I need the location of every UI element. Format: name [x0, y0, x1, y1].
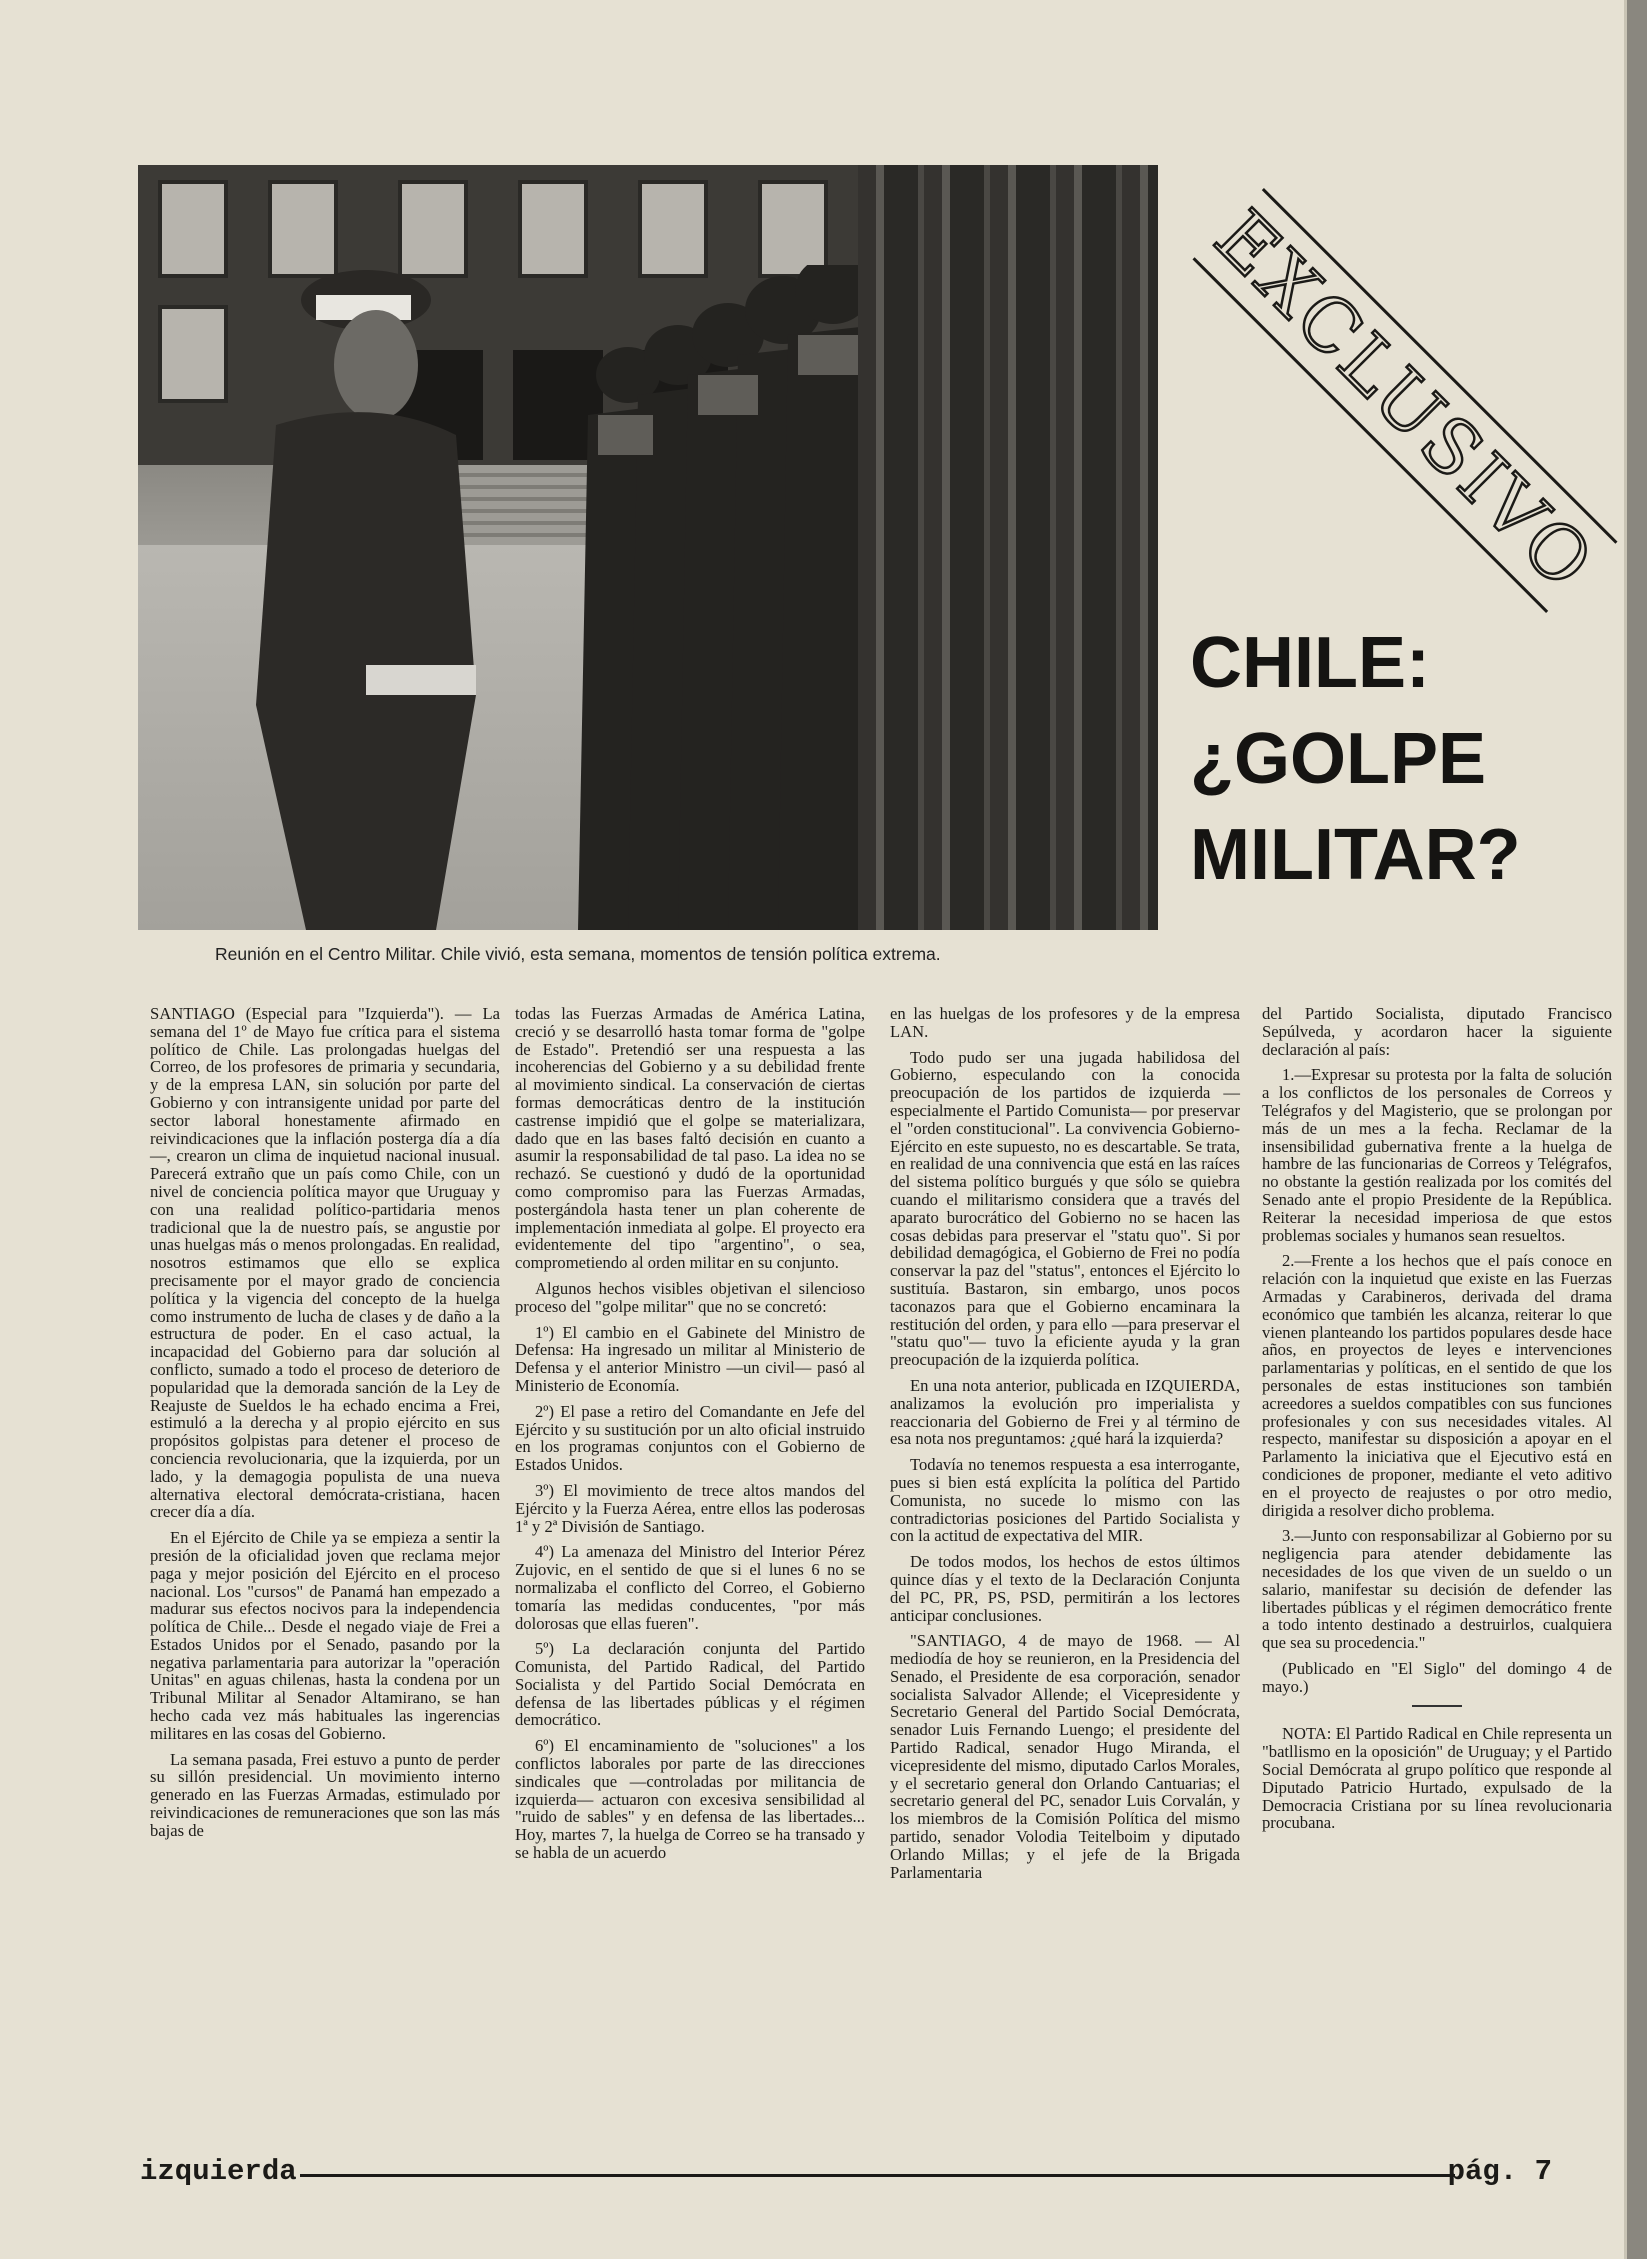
- page-number: pág. 7: [1447, 2155, 1552, 2188]
- stamp-text: EXCLUSIVO: [1198, 193, 1612, 608]
- stamp-band: [1193, 188, 1618, 613]
- military-photo: [138, 165, 1158, 930]
- article-column-3: [890, 1005, 1240, 1889]
- paragraph: 3º) El movimiento de trece altos mandos del Ejército y la Fuerza Aérea, entre ellos las poderosas 1ª y 2ª División de Santiago.: [515, 1480, 865, 1536]
- headline-line-3: MILITAR?: [1190, 815, 1521, 895]
- paragraph: (Publicado en "El Siglo" del domingo 4 de mayo.): [1262, 1658, 1612, 1696]
- paragraph: todas las Fuerzas Armadas de América Latina, creció y se desarrolló hasta tomar forma de "golpe de Estado". Pretendió ser una respuesta a las incoherencias del Gobierno y a su debilidad frente al movimiento sindical. La conservación de ciertas formas democráticas dentro de la institución castrense impidió que el golpe se materializara, dado que en las bases faltó decisión en cuanto a asumir la responsabilidad de tal paso. La idea no se rechazó. Se cuestionó y dudó de la oportunidad como compromiso para las Fuerzas Armadas, postergándola hasta tener un plan coherente de implementación inmediata al golpe. El proyecto era evidentemente del tipo "argentino", o sea, comprometiendo al orden militar en su conjunto.: [515, 1004, 865, 1273]
- headline-line-2: ¿GOLPE: [1190, 719, 1487, 799]
- article-column-4: [1262, 1005, 1612, 1840]
- paragraph: 1.—Expresar su protesta por la falta de solución a los conflictos de los personales de Correos y Telégrafos y del Magisterio, que se prolongan por más de un mes a la fecha. Reclamar de la insensibilidad gubernativa frente a la huelga de hambre de las funcionarias de Correos y Telégrafos, no obstante la gestión realizada por los comités del Senado ante el propio Presidente de la República. Reiterar la necesidad imperiosa de que estos problemas sociales y humanos sean resueltos.: [1262, 1065, 1612, 1245]
- paragraph: 6º) El encaminamiento de "soluciones" a los conflictos laborales por parte de las direcciones sindicales que —controladas por militancia de izquierda— actuaron con excesiva sensibilidad al "ruido de sables" y en defensa de las libertades... Hoy, martes 7, la huelga de Correo se ha transado y se habla de un acuerdo: [515, 1736, 865, 1863]
- stone-column: [858, 165, 1158, 930]
- section-divider: [1412, 1705, 1462, 1707]
- note-paragraph: NOTA: El Partido Radical en Chile representa un "batllismo en la oposición" de Uruguay; y el Partido Social Demócrata al grupo político que responde al Diputado Patricio Hurtado, expulsado de la Democracia Cristiana por su línea revolucionaria procubana.: [1262, 1724, 1612, 1833]
- page-footer: [140, 2155, 1552, 2195]
- paragraph: 2º) El pase a retiro del Comandante en Jefe del Ejército y su sustitución por un alto oficial instruido en los programas conjuntos con el Gobierno de Estados Unidos.: [515, 1401, 865, 1475]
- paragraph: 2.—Frente a los hechos que el país conoce en relación con la inquietud que existe en las Fuerzas Armadas y Carabineros, derivada del drama económico que también les alcanza, reiterar lo que vienen planteando los partidos populares desde hace años, en proyectos de leyes e intervenciones parlamentarias y políticas, en el sentido de que los personales de estas instituciones son también acreedores a sueldos compatibles con sus funciones profesionales y con sus necesidades vitales. Al respecto, manifestar su disposición a apoyar en el Parlamento la iniciativa que el Ejecutivo está en condiciones de proponer, mediante el veto aditivo en el proyecto de reajustes o por otro medio, dirigida a resolver dicho problema.: [1262, 1251, 1612, 1520]
- paragraph: De todos modos, los hechos de estos últimos quince días y el texto de la Declaración Conjunta del PC, PR, PS, PSD, permitirán a los lectores anticipar conclusiones.: [890, 1552, 1240, 1625]
- exclusive-stamp: [1195, 175, 1612, 608]
- paragraph: 1º) El cambio en el Gabinete del Ministro de Defensa: Ha ingresado un militar al Ministerio de Defensa y el anterior Ministro —un civil— pasó al Ministerio de Economía.: [515, 1322, 865, 1395]
- headline-line-1: CHILE:: [1190, 623, 1430, 703]
- paragraph: SANTIAGO (Especial para "Izquierda"). — La semana del 1º de Mayo fue crítica para el sistema político de Chile. Las prolongadas huelgas del Correo, de los profesores de primaria y secundaria, y de la empresa LAN, sin solución por parte del Gobierno y con intransigente unidad por parte del sector laboral honestamente afirmado en reivindicaciones que la inflación posterga día a día—, crearon un clima de inquietud nacional inusual. Parecerá extraño que un país como Chile, con un nivel de conciencia política mayor que Uruguay y con una realidad político-partidaria menos tradicional que la de nuestro país, se angustie por unas huelgas más o menos prolongadas. En realidad, nosotros estimamos que ello se explica precisamente por el mayor grado de conciencia política y la vigencia del concepto de la huelga como instrumento de lucha de clases y de daño a la estructura de poder. En el caso actual, la incapacidad del Gobierno para dar solución al conflicto, sumado a todo el proceso de deterioro de popularidad que la demorada sanción de la Ley de Reajuste de Sueldos le ha echado encima a Frei, estimuló a la derecha y al propio ejército en sus propósitos golpistas para detener el proceso de conciencia revolucionaria, que la izquierda, por un lado, y la demagogia populista de una nueva alternativa electoral demócrata-cristiana, hacen crecer día a día.: [150, 1004, 500, 1522]
- page-edge: [1627, 0, 1647, 2259]
- paragraph: En el Ejército de Chile ya se empieza a sentir la presión de la oficialidad joven que reclama mejor paga y mejor posición del Ejército en el proceso nacional. Los "cursos" de Panamá han empezado a madurar sus efectos nocivos para la independencia política de Chile... Desde el negado viaje de Frei a Estados Unidos por el Senado, pasando por la negativa parlamentaria para autorizar la "operación Unitas" en aguas chilenas, hasta la condena por un Tribunal Militar al Senador Altamirano, se han hecho cada vez más habituales las ingerencias militares en las cosas del Gobierno.: [150, 1528, 500, 1743]
- paragraph: Todo pudo ser una jugada habilidosa del Gobierno, especulando con la conocida preocupación de los partidos de izquierda —especialmente el Partido Comunista— por preservar el "orden constitucional". La convivencia Gobierno-Ejército en este supuesto, no es descartable. Se trata, en realidad de una connivencia que está en las raíces del sistema político burgués y que sólo se quiebra cuando el militarismo considera que a través del aparato burocrático del Gobierno no se hacen las cosas debidas para preservar el "statu quo". Si por debilidad demagógica, el Gobierno de Frei no podía conservar la paz del "status", entonces el Ejército lo sustituía. Bastaron, sin embargo, unos pocos taconazos para que el Gobierno encaminara la restitución del orden, y para ello —para preservar el "statu quo"— tuvo la eficiente ayuda y la gran preocupación de la izquierda política.: [890, 1047, 1240, 1370]
- paragraph: "SANTIAGO, 4 de mayo de 1968. — Al mediodía de hoy se reunieron, en la Presidencia del Senado, el Presidente de esa corporación, senador socialista Salvador Allende; el Vicepresidente y Secretario General del Partido Social Demócrata, senador Luis Fernando Luengo; el presidente del Partido Radical, senador Hugo Miranda, el vicepresidente del mismo, diputado Carlos Morales, y el secretario general don Orlando Cantuarias; el secretario general del PC, senador Luis Corvalán, y los miembros de la Comisión Política del mismo partido, senador Volodia Teitelboim y diputado Orlando Millas; y el jefe de la Brigada Parlamentaria: [890, 1631, 1240, 1882]
- paragraph: 3.—Junto con responsabilizar al Gobierno por su negligencia para atender debidamente las necesidades de los que viven de un sueldo o un salario, manifestar su decisión de defender las libertades públicas y el régimen democrático frente a todo intento destinado a destruirlos, cualquiera que sea su procedencia.": [1262, 1526, 1612, 1653]
- officer-figure: [216, 225, 536, 930]
- paragraph: en las huelgas de los profesores y de la empresa LAN.: [890, 1004, 1240, 1041]
- paragraph: del Partido Socialista, diputado Francisco Sepúlveda, y acordaron hacer la siguiente declaración al país:: [1262, 1004, 1612, 1059]
- article-column-1: [150, 1005, 500, 1848]
- paragraph: 4º) La amenaza del Ministro del Interior Pérez Zujovic, en el sentido de que si el lunes 6 no se normalizaba el conflicto del Correo, el Gobierno tomaría las medidas conducentes, "por más dolorosas que ellas fueren".: [515, 1542, 865, 1633]
- photo-caption: Reunión en el Centro Militar. Chile vivió, esta semana, momentos de tensión política extrema.: [215, 944, 941, 964]
- footer-rule: [300, 2174, 1455, 2177]
- paragraph: 5º) La declaración conjunta del Partido Comunista, del Partido Radical, del Partido Socialista y del Partido Social Demócrata en defensa de las libertades públicas y el régimen democrático.: [515, 1639, 865, 1730]
- article-column-2: [515, 1005, 865, 1870]
- headline: [1190, 615, 1610, 903]
- paragraph: Algunos hechos visibles objetivan el silencioso proceso del "golpe militar" que no se concretó:: [515, 1278, 865, 1316]
- paragraph: En una nota anterior, publicada en IZQUIERDA, analizamos la evolución pro imperialista y reaccionaria del Gobierno de Frei y al término de esa nota nos preguntamos: ¿qué hará la izquierda?: [890, 1375, 1240, 1449]
- paragraph: La semana pasada, Frei estuvo a punto de perder su sillón presidencial. Un movimiento interno generado en las Fuerzas Armadas, estimulado por reivindicaciones de remuneraciones que son las más bajas de: [150, 1749, 500, 1840]
- paragraph: Todavía no tenemos respuesta a esa interrogante, pues si bien está explícita la política del Partido Comunista, no sucede lo mismo con las contradictorias posiciones del Partido Socialista y con la actitud de expectativa del MIR.: [890, 1455, 1240, 1546]
- magazine-name: izquierda: [140, 2155, 297, 2188]
